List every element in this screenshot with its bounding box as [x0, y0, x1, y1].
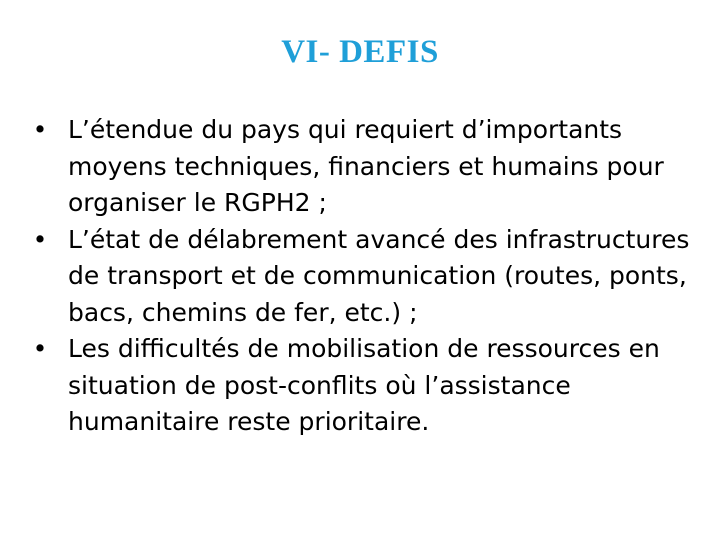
- bullet-list: [30, 112, 710, 441]
- bullet-text: L’étendue du pays qui requiert d’importants moyens techniques, financiers et humains pour organiser le RGPH2 ;: [68, 115, 664, 217]
- bullet-text: Les difficultés de mobilisation de ressources en situation de post-conflits où l’assistance humanitaire reste prioritaire.: [68, 334, 660, 436]
- slide-title: VI- DEFIS: [281, 34, 439, 70]
- bullet-dot-icon: •: [32, 224, 48, 254]
- bullet-item: [30, 222, 710, 332]
- bullet-item: [30, 112, 710, 222]
- bullet-item: [30, 331, 710, 441]
- bullet-text: L’état de délabrement avancé des infrastructures de transport et de communication (routes, ponts, bacs, chemins de fer, etc.) ;: [68, 224, 690, 327]
- bullet-dot-icon: •: [32, 115, 48, 144]
- bullet-dot-icon: •: [32, 334, 48, 363]
